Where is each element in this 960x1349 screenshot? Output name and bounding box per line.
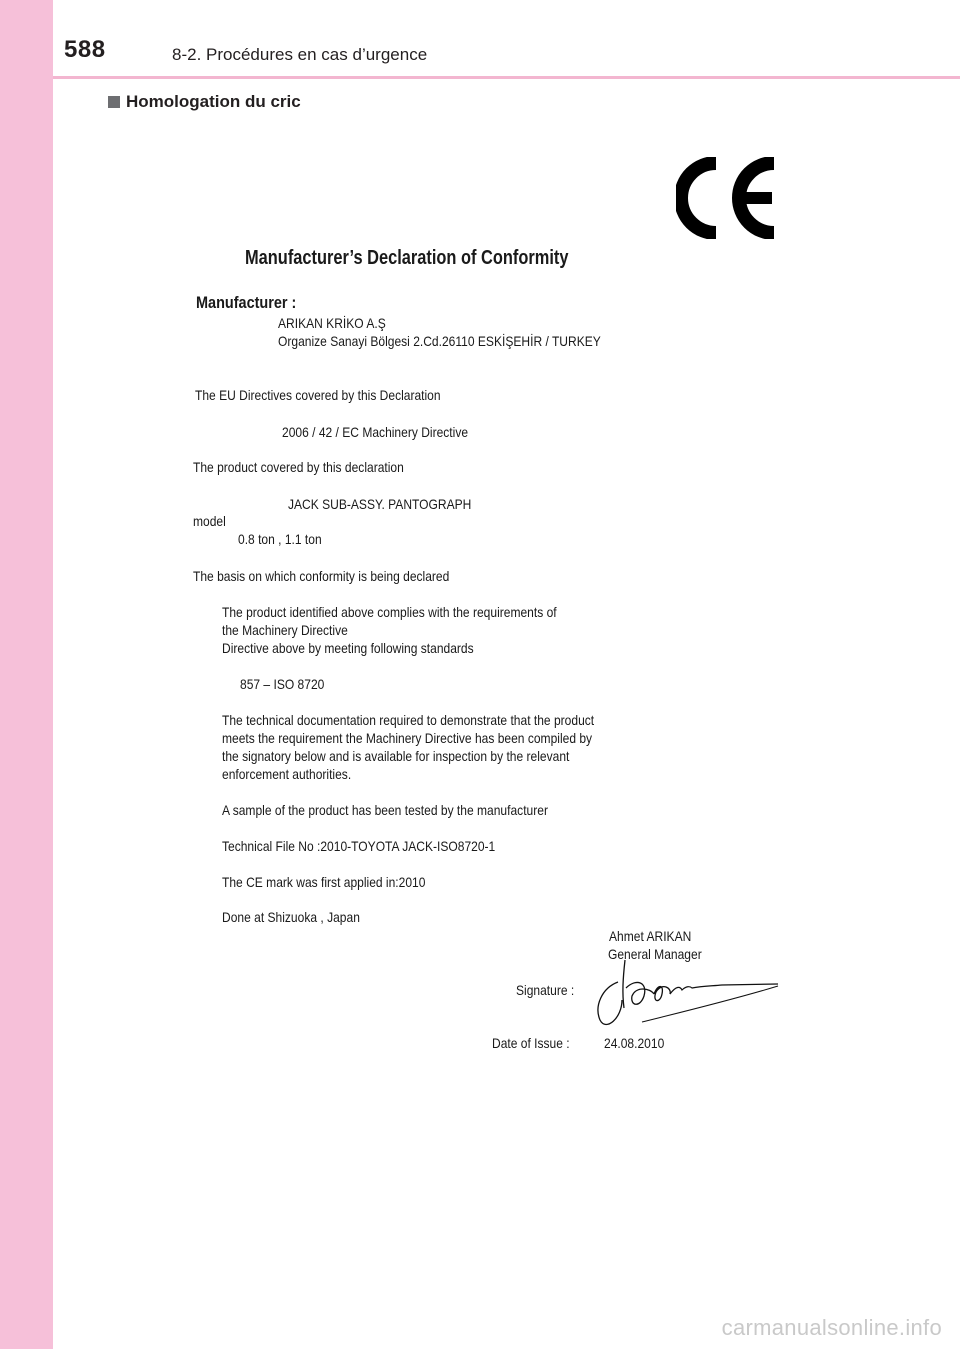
signatory-title: General Manager [608, 946, 702, 962]
compliance-line-1: The product identified above complies with the requirements of [222, 604, 557, 620]
techdoc-line-2: meets the requirement the Machinery Directive has been compiled by [222, 730, 593, 746]
model-label: model [193, 513, 226, 529]
site-watermark: carmanualsonline.info [721, 1315, 942, 1340]
compliance-line-3: Directive above by meeting following standards [222, 640, 474, 656]
manufacturer-label: Manufacturer : [196, 293, 297, 312]
date-of-issue-label: Date of Issue : [492, 1035, 570, 1051]
ce-mark-icon [676, 157, 780, 239]
manufacturer-address: Organize Sanayi Bölgesi 2.Cd.26110 ESKİŞEHİR / TURKEY [278, 333, 601, 349]
standard-reference: 857 – ISO 8720 [240, 676, 325, 692]
section-heading-text: Homologation du cric [126, 92, 301, 111]
signature-label: Signature : [516, 982, 575, 998]
product-name: JACK SUB-ASSY. PANTOGRAPH [288, 496, 472, 512]
handwritten-signature-icon [592, 948, 782, 1030]
techdoc-line-4: enforcement authorities. [222, 766, 352, 782]
product-label: The product covered by this declaration [193, 459, 404, 475]
page-number: 588 [64, 36, 106, 63]
manufacturer-name: ARIKAN KRİKO A.Ş [278, 315, 386, 331]
directive-line: 2006 / 42 / EC Machinery Directive [282, 424, 469, 440]
done-at-location: Done at Shizuoka , Japan [222, 909, 360, 925]
directives-label: The EU Directives covered by this Declaration [195, 387, 441, 403]
date-of-issue-value: 24.08.2010 [604, 1035, 665, 1051]
techdoc-line-1: The technical documentation required to demonstrate that the product [222, 712, 595, 728]
compliance-line-2: the Machinery Directive [222, 622, 348, 638]
technical-file-number: Technical File No :2010-TOYOTA JACK-ISO8720-1 [222, 838, 496, 854]
ce-first-applied: The CE mark was first applied in:2010 [222, 874, 426, 890]
sample-statement: A sample of the product has been tested by the manufacturer [222, 802, 548, 818]
signatory-name: Ahmet ARIKAN [609, 928, 692, 944]
model-values: 0.8 ton , 1.1 ton [238, 531, 322, 547]
basis-label: The basis on which conformity is being declared [193, 568, 450, 584]
certificate-title: Manufacturer’s Declaration of Conformity [245, 247, 569, 269]
techdoc-line-3: the signatory below and is available for inspection by the relevant [222, 748, 570, 764]
chapter-title: 8-2. Procédures en cas d’urgence [172, 45, 428, 64]
